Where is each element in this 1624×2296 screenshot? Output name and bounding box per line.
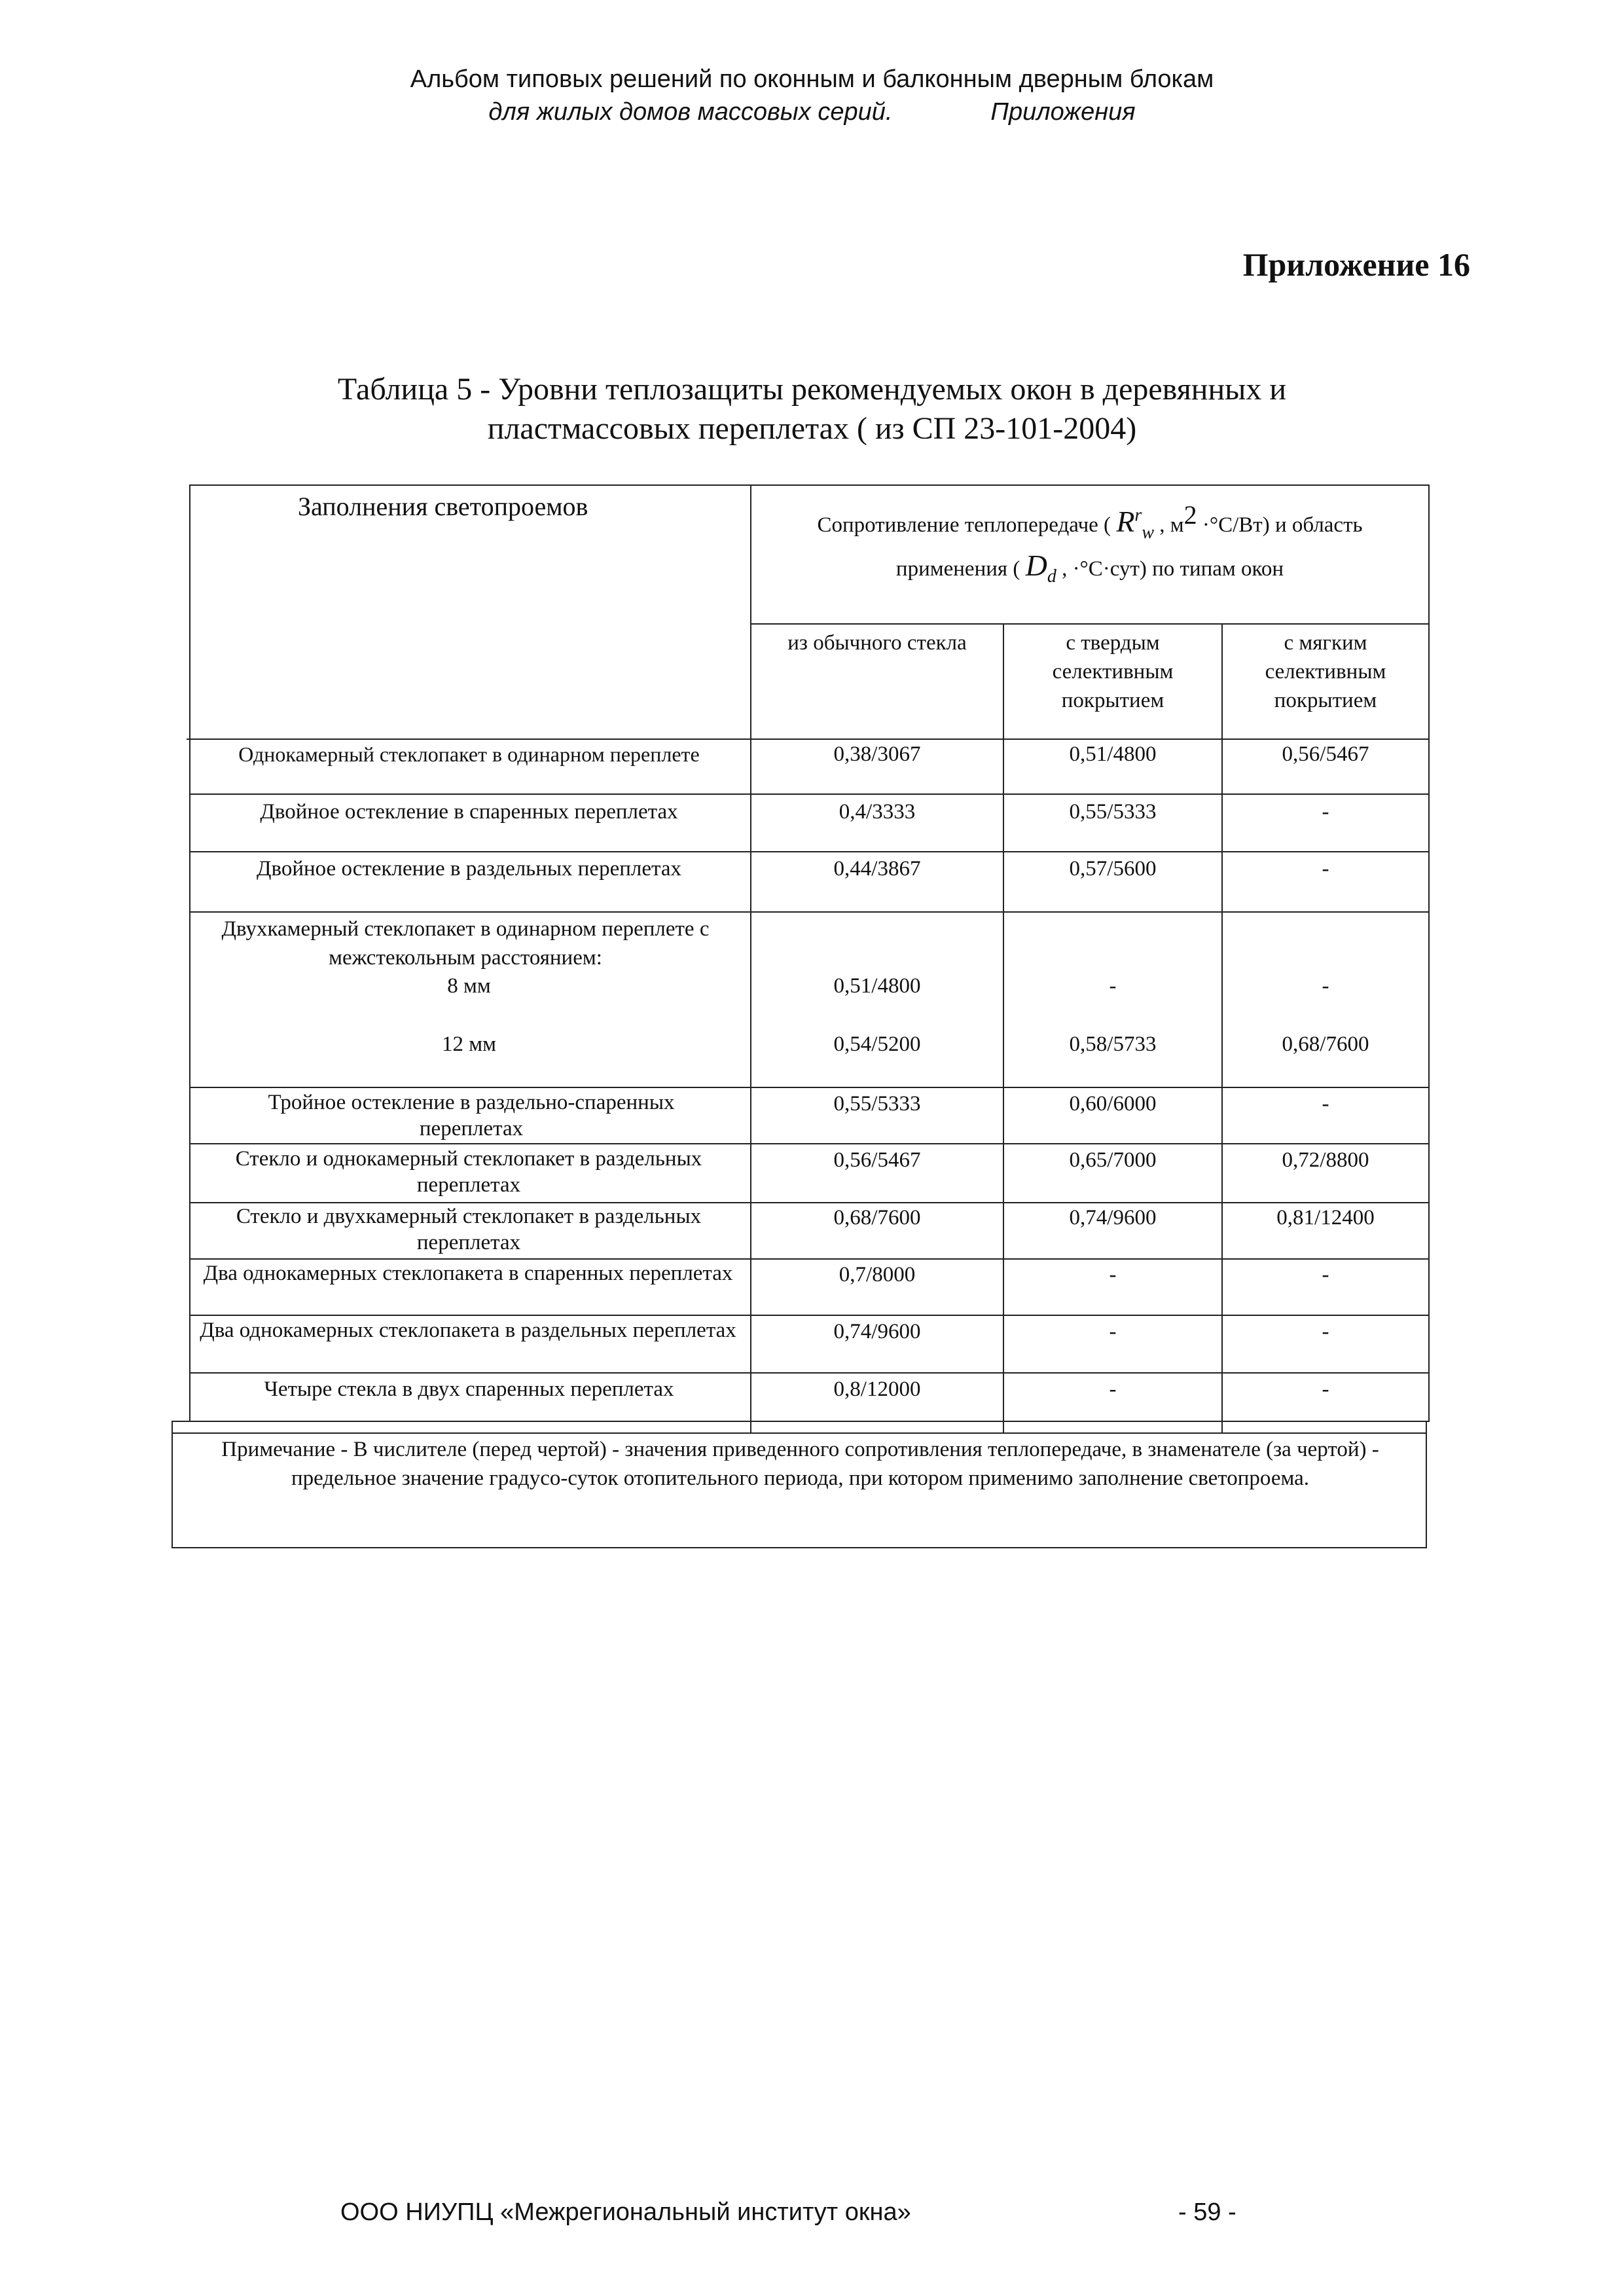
table-cell: 0,74/9600 xyxy=(1069,1206,1157,1230)
table-cell: 0,56/5467 xyxy=(1282,742,1369,766)
table-cell: - xyxy=(1109,1377,1117,1401)
table-cell: - xyxy=(1109,1263,1117,1286)
footer-organization: ООО НИУПЦ «Межрегиональный институт окна» xyxy=(340,2198,911,2226)
table-cell: 0,38/3067 xyxy=(833,742,921,766)
table-row-label: Два однокамерных стеклопакета в раздельных переплетах xyxy=(200,1319,736,1342)
table-row-label: Тройное остекление в раздельно-спаренных переплетах xyxy=(268,1091,675,1140)
table-cell: 0,68/7600 xyxy=(833,1206,921,1230)
table-cell: 0,4/3333 xyxy=(839,800,916,824)
table-cell: - xyxy=(1109,1320,1117,1343)
header-section: Приложения xyxy=(990,98,1136,126)
subheader-ordinary-glass: из обычного стекла xyxy=(787,631,967,655)
table-cell: 0,44/3867 xyxy=(833,857,921,881)
subheader-soft-coating: с мягким селективным покрытием xyxy=(1265,631,1386,712)
table-title-line2: пластмассовых переплетах ( из СП 23-101-2004) xyxy=(487,411,1137,446)
table-cell: - xyxy=(1322,800,1329,824)
table-cell: 0,51/4800 xyxy=(833,974,921,998)
table-cell: - xyxy=(1322,857,1329,881)
table-cell: 0,68/7600 xyxy=(1282,1032,1369,1056)
table-title xyxy=(0,370,1624,448)
subheader-hard-coating: с твердым селективным покрытием xyxy=(1052,631,1174,712)
table-subrow-label: 12 мм xyxy=(441,1032,496,1056)
column-group-header-line2: применения ( $D_d$ , ·°С·сут) по типам окон xyxy=(895,549,1284,587)
symbol-r: $R^r_w$ xyxy=(1116,505,1155,543)
symbol-d: $D_d$ xyxy=(1025,549,1056,587)
column-group-header: Сопротивление теплопередаче ( $R^r_w$ , $м^2 \cdot^\circ С/Вт$) и область xyxy=(817,500,1363,543)
table-title-line1: Таблица 5 - Уровни теплозащиты рекомендуемых окон в деревянных и xyxy=(337,372,1287,407)
table-cell: - xyxy=(1109,974,1117,998)
table-cell: - xyxy=(1322,1263,1329,1286)
table-row-label: Стекло и двухкамерный стеклопакет в раздельных переплетах xyxy=(236,1205,702,1254)
table-cell: 0,56/5467 xyxy=(833,1148,921,1172)
table-row-label: Четыре стекла в двух спаренных переплетах xyxy=(264,1377,674,1401)
table-cell: 0,51/4800 xyxy=(1069,742,1157,766)
table-row-label: Двухкамерный стеклопакет в одинарном переплете с межстекольным расстоянием: xyxy=(221,917,710,970)
table-cell: 0,81/12400 xyxy=(1276,1206,1375,1230)
page-number: - 59 - xyxy=(1178,2198,1236,2226)
table-cell: 0,7/8000 xyxy=(839,1263,916,1286)
table-cell: 0,65/7000 xyxy=(1069,1148,1157,1172)
header-series: для жилых домов массовых серий. xyxy=(488,98,893,126)
column-header-filling: Заполнения светопроемов xyxy=(298,492,588,521)
table-cell: - xyxy=(1322,1092,1329,1116)
table-cell: 0,72/8800 xyxy=(1282,1148,1369,1172)
table-row-label: Стекло и однокамерный стеклопакет в раздельных переплетах xyxy=(235,1147,702,1197)
table-cell: 0,55/5333 xyxy=(833,1092,921,1116)
table-row-label: Двойное остекление в спаренных переплетах xyxy=(260,800,678,824)
table-cell: 0,57/5600 xyxy=(1069,857,1157,881)
table-cell: - xyxy=(1322,974,1329,998)
appendix-label: Приложение 16 xyxy=(1242,246,1470,283)
table-cell: 0,55/5333 xyxy=(1069,800,1157,824)
table-cell: 0,8/12000 xyxy=(833,1377,921,1401)
table-row-label: Два однокамерных стеклопакета в спаренных переплетах xyxy=(203,1262,733,1285)
table-note: Примечание - В числителе (перед чертой) - значения приведенного сопротивления теплопередаче, в знаменателе (за чертой) - предельное значение градусо-суток отопительного периода, при котором применимо заполнение светопроема. xyxy=(221,1438,1379,1490)
header-title-line1: Альбом типовых решений по оконным и балконным дверным блокам xyxy=(410,65,1214,93)
table-cell: 0,58/5733 xyxy=(1069,1032,1157,1056)
table-row-label: Двойное остекление в раздельных переплетах xyxy=(256,857,682,881)
table-cell: 0,74/9600 xyxy=(833,1320,921,1343)
table-cell: - xyxy=(1322,1320,1329,1343)
table-row-label: Однокамерный стеклопакет в одинарном переплете xyxy=(238,742,700,766)
table-cell: 0,60/6000 xyxy=(1069,1092,1157,1116)
table-subrow-label: 8 мм xyxy=(447,974,491,998)
header-title-line2 xyxy=(0,98,1624,126)
table-cell: 0,54/5200 xyxy=(833,1032,921,1056)
table-cell: - xyxy=(1322,1377,1329,1401)
